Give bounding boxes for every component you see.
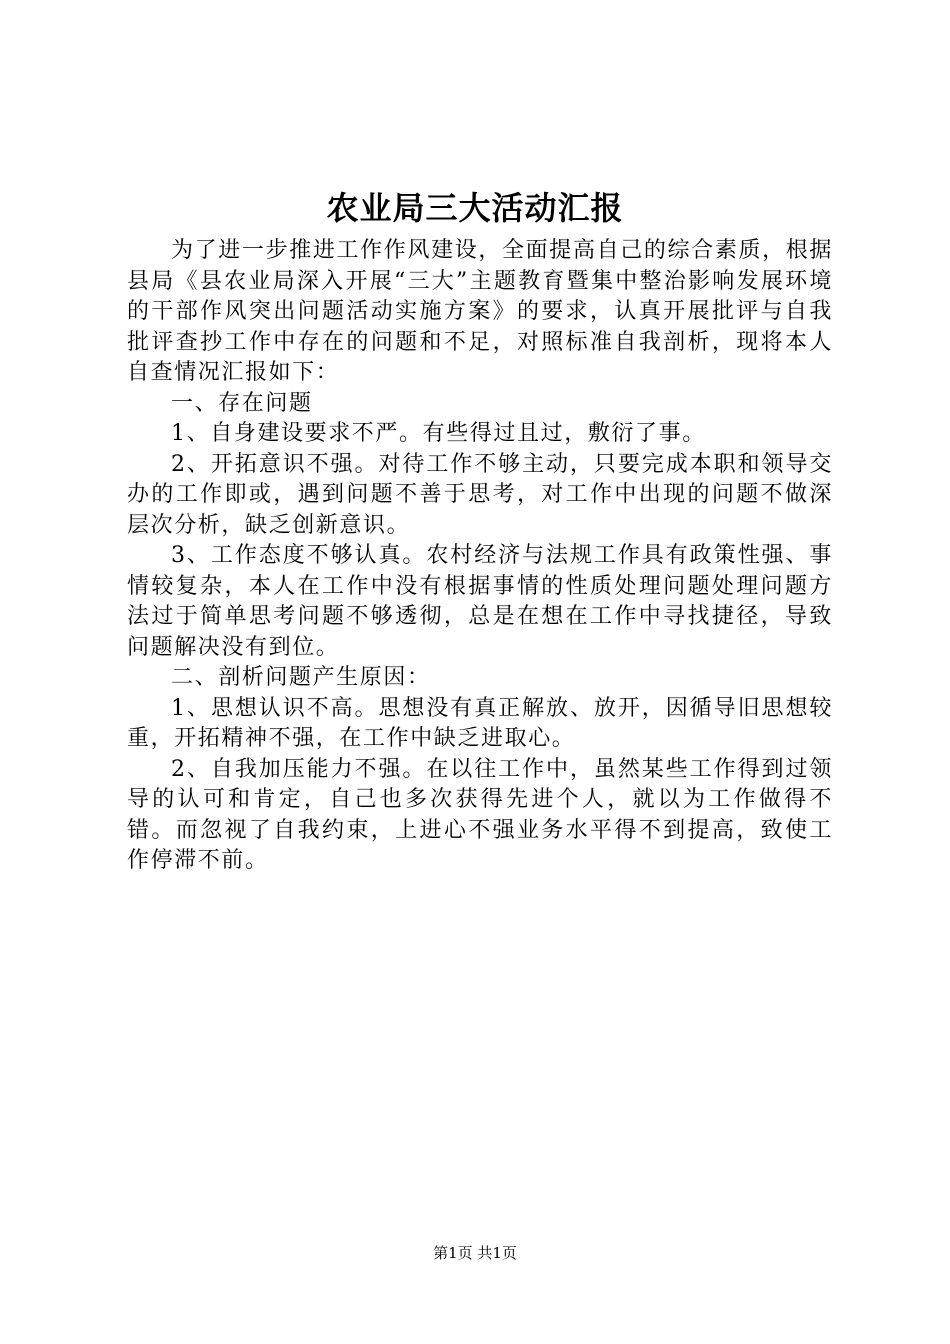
problem-item-2: 2、开拓意识不强。对待工作不够主动，只要完成本职和领导交办的工作即或，遇到问题不善于思考，对工作中出现的问题不做深层次分析，缺乏创新意识。 — [127, 451, 833, 538]
document-title: 农业局三大活动汇报 — [326, 189, 624, 227]
paragraph-intro: 为了进一步推进工作作风建设，全面提高自己的综合素质，根据县局《县农业局深入开展“三大”主题教育暨集中整治影响发展环境的干部作风突出问题活动实施方案》的要求，认真开展批评与自我批评查抄工作中存在的问题和不足，对照标准自我剖析，现将本人自查情况汇报如下： — [127, 238, 833, 385]
section-heading-problems: 一、存在问题 — [171, 390, 313, 416]
cause-item-2: 2、自我加压能力不强。在以往工作中，虽然某些工作得到过领导的认可和肯定，自己也多次获得先进个人，就以为工作做得不错。而忽视了自我约束，上进心不强业务水平得不到提高，致使工作停滞不前。 — [127, 756, 833, 873]
page-footer: 第1页 共1页 — [433, 1244, 517, 1262]
problem-item-3: 3、工作态度不够认真。农村经济与法规工作具有政策性强、事情较复杂，本人在工作中没有根据事情的性质处理问题处理问题方法过于简单思考问题不够透彻，总是在想在工作中寻找捷径，导致问题解决没有到位。 — [127, 543, 833, 660]
problem-item-1: 1、自身建设要求不严。有些得过且过，敷衍了事。 — [171, 421, 706, 446]
document-body — [127, 236, 833, 877]
section-heading-causes: 二、剖析问题产生原因： — [171, 665, 431, 690]
cause-item-1: 1、思想认识不高。思想没有真正解放、放开，因循导旧思想较重，开拓精神不强，在工作中缺乏进取心。 — [127, 695, 833, 751]
